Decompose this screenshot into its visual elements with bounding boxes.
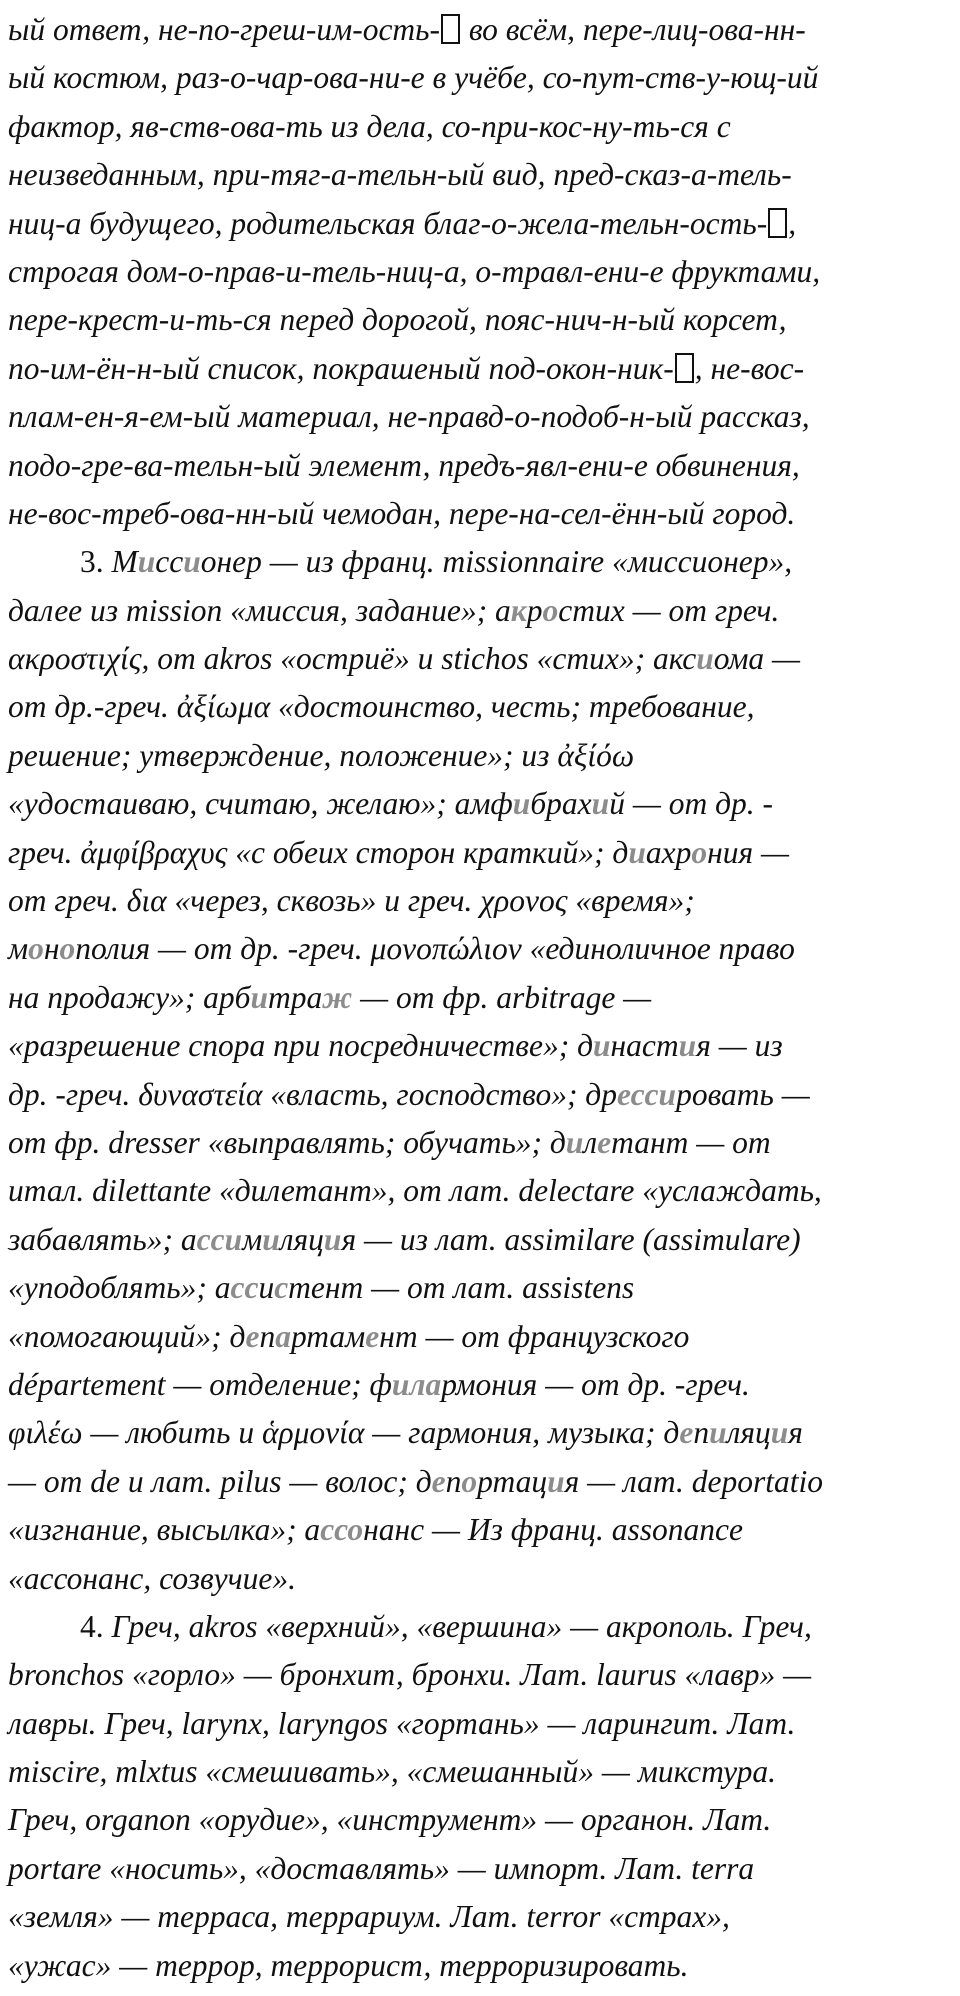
text-line-26: забавлять»; ассимиляция — из лат. assimilare (assimulare) — [8, 1221, 801, 1257]
missing-glyph-box-icon — [675, 353, 694, 383]
missing-glyph-box-icon — [768, 208, 787, 238]
highlighted-letters: е — [431, 1463, 446, 1499]
paragraph-number: 3. — [80, 544, 104, 580]
text-line-6: строгая дом-о-прав-и-тель-ниц-а, о-травл-ени-е фруктами, — [8, 253, 821, 289]
text-line-25: итал. dilettante «дилетант», от лат. delectare «услаждать, — [8, 1173, 822, 1209]
text-line-38: Греч, organon «орудие», «инструмент» — органон. Лат. — [8, 1802, 772, 1838]
highlighted-letters: о — [542, 592, 559, 628]
text-line-10: подо-гре-ва-тельн-ый элемент, предъ-явл-ени-е обвинения, — [8, 447, 800, 483]
text-line-16: решение; утверждение, положение»; из ἀξίόω — [8, 737, 635, 773]
highlighted-letters: о — [59, 931, 76, 967]
text-line-3: фактор, яв-ств-ова-ть из дела, со-при-кос-ну-ть-ся с — [8, 108, 731, 144]
text-line-4: неизведанным, при-тяг-а-тельн-ый вид, пред-сказ-а-тель- — [8, 157, 792, 193]
text-line-24: от фр. dresser «выправлять; обучать»; дилетант — от — [8, 1124, 771, 1160]
highlighted-letters: е — [597, 1124, 612, 1160]
missing-glyph-box-icon — [441, 14, 460, 44]
text-line-40: «земля» — терраса, террариум. Лат. terror «страх», — [8, 1899, 730, 1935]
text-line-28: «помогающий»; департамент — от французского — [8, 1318, 690, 1354]
text-line-36: лавры. Греч, larynx, laryngos «гортань» — ларингит. Лат. — [8, 1705, 796, 1741]
highlighted-letters: и — [512, 786, 531, 822]
text-line-39: portare «носить», «доставлять» — импорт. Лат. terra — [8, 1850, 755, 1886]
highlighted-letters: и — [547, 1463, 565, 1499]
highlighted-letters: и — [262, 1221, 280, 1257]
text-line-11: не-вос-треб-ова-нн-ый чемодан, пере-на-сел-ённ-ый город. — [8, 495, 796, 531]
highlighted-letters: ила — [391, 1366, 442, 1402]
text-line-18: греч. ἀμφίβραχυς «с обеих сторон краткий»; диахрония — — [8, 834, 790, 870]
highlighted-letters: е — [245, 1318, 260, 1354]
highlighted-letters: и — [678, 1028, 697, 1064]
highlighted-letters: есси — [617, 1076, 677, 1112]
highlighted-letters: сс — [196, 1221, 225, 1257]
text-line-8: по-им-ён-н-ый список, покрашеный под-окон-ник- , не-вос- — [8, 350, 805, 386]
text-line-35: bronchos «горло» — бронхит, бронхи. Лат. laurus «лавр» — — [8, 1657, 812, 1693]
highlighted-letters: о — [28, 931, 44, 967]
text-line-1: ый ответ, не-по-греш-им-ость- во всём, пере-лиц-ова-нн- — [8, 12, 806, 47]
text-line-20: монополия — от др. -греч. μονοπώλιον «единоличное право — [8, 931, 795, 967]
text-line-23: др. -греч. δυναστεία «власть, господство»; дрессировать — — [8, 1076, 810, 1112]
highlighted-letters: а — [275, 1318, 291, 1354]
text-line-22: «разрешение спора при посредничестве»; династия — из — [8, 1028, 783, 1064]
highlighted-letters: и — [591, 786, 610, 822]
highlighted-letters: сс — [230, 1270, 259, 1306]
text-line-5: ниц-а будущего, родительская благ-о-жела-тельн-ость- , — [8, 205, 797, 241]
text-line-21: на продажу»; арбитраж — от фр. arbitrage — — [8, 979, 652, 1015]
paragraph-4-line-1: 4. Греч, akros «верхний», «вершина» — акрополь. Греч, — [80, 1608, 812, 1644]
text-line-31: — от de и лат. pilus — волос; депортация — лат. deportatio — [8, 1463, 824, 1499]
highlighted-letters: и — [183, 544, 201, 580]
paragraph-number: 4. — [80, 1608, 104, 1644]
text-line-15: от др.-греч. ἀξίωμα «достоинство, честь; требование, — [8, 689, 755, 725]
text-line-30: φιλέω — любить и ἁρμονία — гармония, музыка; депиляция — [8, 1415, 803, 1451]
highlighted-letters: и — [137, 544, 156, 580]
highlighted-letters: и — [696, 641, 714, 677]
highlighted-letters: и — [224, 1221, 243, 1257]
text-line-32: «изгнание, высылка»; ассонанс — Из франц. assonance — [8, 1512, 744, 1548]
highlighted-letters: и — [565, 1124, 584, 1160]
text-line-13: далее из mission «миссия, задание»; акростих — от греч. — [8, 592, 780, 628]
highlighted-letters: и — [770, 1415, 789, 1451]
text-line-9: плам-ен-я-ем-ый материал, не-правд-о-подоб-н-ый рассказ, — [8, 399, 810, 435]
text-line-17: «удостаиваю, считаю, желаю»; амфибрахий — от др. - — [8, 786, 773, 822]
text-line-14: ακροστιχίς, от akros «остриё» и stichos «стих»; аксиома — — [8, 641, 801, 677]
highlighted-letters: е — [365, 1318, 380, 1354]
highlighted-letters: с — [274, 1270, 289, 1306]
text-line-33: «ассонанс, созвучие». — [8, 1560, 297, 1596]
highlighted-letters: к — [510, 592, 527, 628]
highlighted-letters: и — [709, 1415, 727, 1451]
text-line-37: miscire, mlxtus «смешивать», «смешанный» — микстура. — [8, 1754, 777, 1790]
paragraph-3-line-1: 3. Миссионер — из франц. missionnaire «миссионер», — [80, 544, 793, 580]
highlighted-letters: и — [593, 1028, 611, 1064]
text-line-2: ый костюм, раз-о-чар-ова-ни-е в учёбе, со-пут-ств-у-ющ-ий — [8, 60, 819, 96]
highlighted-letters: ж — [322, 979, 353, 1015]
text-line-27: «уподоблять»; ассистент — от лат. assistens — [8, 1270, 635, 1306]
text-line-29: département — отделение; филармония — от др. -греч. — [8, 1366, 750, 1402]
text-line-41: «ужас» — террор, террорист, терроризировать. — [8, 1947, 689, 1983]
text-line-19: от греч. δια «через, сквозь» и греч. χρονος «время»; — [8, 883, 695, 919]
highlighted-letters: о — [461, 1463, 478, 1499]
highlighted-letters: и — [628, 834, 646, 870]
text-line-7: пере-крест-и-ть-ся перед дорогой, пояс-нич-н-ый корсет, — [8, 302, 787, 338]
highlighted-letters: ссо — [320, 1512, 364, 1548]
highlighted-letters: о — [691, 834, 708, 870]
highlighted-letters: е — [679, 1415, 694, 1451]
highlighted-letters: и — [323, 1221, 342, 1257]
highlighted-letters: и — [250, 979, 269, 1015]
